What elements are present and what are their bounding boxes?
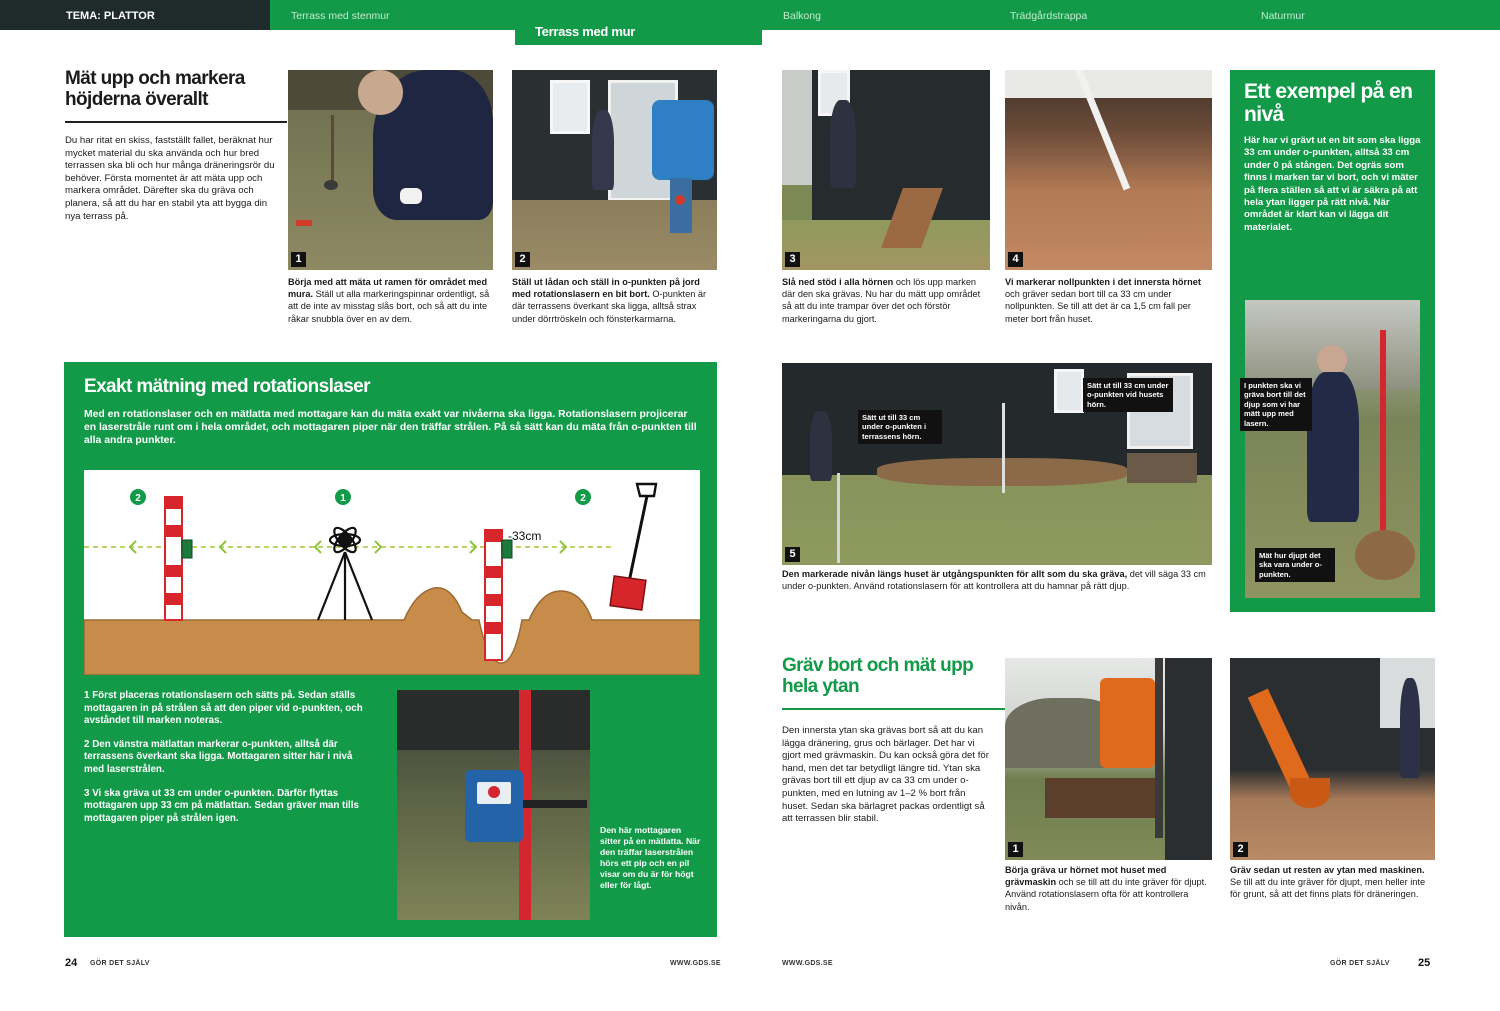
laser-step-text: Den vänstra mätlattan markerar o-punkten, alltså där terrassens överkant ska ligga. Mottagaren sitter här i nivå med laserstrålen. xyxy=(84,738,353,775)
laser-step-text: Först placeras rotationslasern och sätts på. Sedan ställs mottagaren in på strålen så att den piper vid o-punkten, och avståndet till marken noteras. xyxy=(84,690,363,727)
pole-stripe xyxy=(165,565,182,577)
shovel-handle xyxy=(629,496,647,582)
person-head xyxy=(1317,345,1347,375)
pole-stripe xyxy=(485,622,502,634)
laser-step-number: 2 xyxy=(84,738,90,750)
marking-stake xyxy=(837,473,840,563)
photo-callout-stake-corner: Sätt ut till 33 cm under o-punkten i terrassens hörn. xyxy=(858,410,942,444)
excavator-bucket xyxy=(1290,778,1330,808)
laser-step-number: 3 xyxy=(84,787,90,799)
example-level-box xyxy=(1230,70,1435,612)
marker-number: 1 xyxy=(340,493,346,504)
photo-stakes-along-house xyxy=(782,70,990,270)
dig-section-heading: Gräv bort och mät upp hela ytan xyxy=(782,655,974,697)
pole-stripe xyxy=(485,594,502,606)
rotation-laser-info-box xyxy=(64,362,717,937)
page-title-left: Mät upp och markera höjderna överallt xyxy=(65,68,245,110)
laser-steps-list xyxy=(84,690,366,836)
photo-marking-stake xyxy=(288,70,493,270)
tab-balkong: Balkong xyxy=(783,10,821,22)
diagram-svg xyxy=(84,470,700,675)
person-standing xyxy=(1400,678,1420,778)
laser-step-item xyxy=(84,690,366,728)
caption-text: och se till att du inte gräver för djupt. Använd rotationslasern ofta för att kontrollera nivån. xyxy=(1005,877,1207,912)
house-window xyxy=(550,80,590,134)
tab-tradgardstrappa: Trädgårdstrappa xyxy=(1010,10,1088,22)
laser-receiver-device xyxy=(465,770,523,842)
hammer-head xyxy=(324,180,338,190)
step-marker-center xyxy=(335,489,351,505)
photo-excavating-area xyxy=(1230,658,1435,860)
house-window xyxy=(1054,369,1084,413)
step-number-badge: 5 xyxy=(785,547,800,562)
laser-step-text: Vi ska gräva ut 33 cm under o-punkten. Därför flyttas mottagaren upp 33 cm på mätlattan. Sedan gräver man tills mottagaren piper på strålen igen. xyxy=(84,787,359,824)
page-number-left: 24 xyxy=(65,957,78,969)
laser-measurement-diagram xyxy=(84,470,700,675)
measuring-pole xyxy=(1380,330,1386,550)
step-number-badge: 1 xyxy=(1008,842,1023,857)
step-number-badge: 2 xyxy=(515,252,530,267)
laser-stand xyxy=(670,178,692,233)
downpipe xyxy=(1155,658,1163,838)
rotation-laser-tripod xyxy=(318,525,372,620)
laser-step-item xyxy=(84,739,366,777)
caption-lead: Ställ ut lådan och ställ in o-punkten på jord med rotationslasern en bit bort. xyxy=(512,277,700,300)
person-measuring xyxy=(810,411,832,481)
receiver-photo-caption: Den här mottagaren sitter på en mätlatta. När den träffar laserstrålen hörs ett pip och en pil visar om du är för högt eller för lågt. xyxy=(600,825,701,890)
pole-stripe xyxy=(485,566,502,578)
marker-number: 2 xyxy=(580,493,586,504)
laser-step-number: 1 xyxy=(84,690,90,701)
step-marker-left xyxy=(130,489,146,505)
excavated-pit xyxy=(1045,778,1155,818)
step-number-badge: 1 xyxy=(291,252,306,267)
house-wall xyxy=(1165,658,1212,860)
caption-lead: Gräv sedan ut resten av ytan med maskinen. xyxy=(1230,865,1425,875)
magazine-name-left: GÖR DET SJÄLV xyxy=(90,960,150,967)
dig-section-paragraph: Den innersta ytan ska grävas bort så att du kan lägga dränering, grus och bärlager. Det har vi gjort med grävmaskin. Du kan också göra det för hand, men det tar betydligt längre tid. Ytan ska grävas bort till ett djup av ca 33 cm under o-punkten, med en lutning av 1–2 % bort från huset. Sedan ska bärlagret packas ordentligt så att terrassen blir stabil. xyxy=(782,725,989,825)
tab-terrass-stenmur: Terrass med stenmur xyxy=(291,10,390,22)
caption-dig-step-1 xyxy=(1005,864,1212,913)
section-label: TEMA: PLATTOR xyxy=(0,0,270,30)
photo-zero-point-corner xyxy=(1005,70,1212,270)
caption-lead: Vi markerar nollpunkten i det innersta hörnet xyxy=(1005,277,1201,287)
photo-marked-level-along-house xyxy=(782,363,1212,565)
step-marker-right xyxy=(575,489,591,505)
person-standing xyxy=(1307,372,1359,522)
photo-rotation-laser-setup xyxy=(512,70,717,270)
excavator-cab xyxy=(1100,678,1155,768)
laser-step-item xyxy=(84,788,366,826)
rotation-laser-device xyxy=(652,100,714,180)
pole-stripe xyxy=(485,530,502,542)
caption-dig-step-2 xyxy=(1230,864,1435,901)
step-number-badge: 3 xyxy=(785,252,800,267)
work-glove xyxy=(400,188,422,204)
tab-active-terrass-med-mur: Terrass med mur xyxy=(515,16,762,45)
pole-stripe xyxy=(165,525,182,537)
dug-hole xyxy=(1355,530,1415,580)
photo-callout-house-corner: Sätt ut till 33 cm under o-punkten vid husets hörn. xyxy=(1083,378,1173,412)
step-number-badge: 4 xyxy=(1008,252,1023,267)
caption-text: det vill säga 33 cm under o-punkten. Använd rotationslasern för att kontrollera att du hamnar på rätt djup. xyxy=(782,569,1206,592)
photo-laser-receiver xyxy=(397,690,590,920)
example-box-title: Ett exempel på en nivå xyxy=(1244,80,1413,126)
marker-number: 2 xyxy=(135,493,141,504)
laser-head xyxy=(340,535,350,545)
measuring-pole-right xyxy=(485,530,512,660)
info-box-intro: Med en rotationslaser och en mätlatta med mottagare kan du mäta exakt var nivåerna ska ligga. Rotationslasern projicerar en laserstråle runt om i hela området, och mottagaren piper när den träffar strålen. På så sätt kan du mäta från o-punkten till alla andra punkter. xyxy=(84,409,697,446)
heading-rule xyxy=(65,121,287,123)
caption-text: O-punkten är där terrassens överkant ska ligga, alltså strax under dörrtröskeln och fönsterkarmarna. xyxy=(512,289,707,324)
house-sill xyxy=(1005,70,1212,98)
example-box-text: Här har vi grävt ut en bit som ska ligga 33 cm under o-punkten, alltså 33 cm under 0 på stången. Det ogräs som finns i marken tar vi bort, och vi mäter på flera ställen så att vi är säkra på att hela ytan ligger på rätt nivå. När området är klart kan vi lägga dit materialet. xyxy=(1244,135,1421,233)
laser-tripod xyxy=(1002,403,1005,493)
shovel xyxy=(610,484,656,610)
caption-lead: Börja med att mäta ut ramen för området med mura. xyxy=(288,277,488,300)
caption-step-3 xyxy=(782,276,990,325)
website-right: WWW.GDS.SE xyxy=(782,960,833,967)
caption-lead: Börja gräva ur hörnet mot huset med grävmaskin xyxy=(1005,865,1167,888)
caption-lead: Slå ned stöd i alla hörnen xyxy=(782,277,894,287)
intro-paragraph: Du har ritat en skiss, fastställt fallet, beräknat hur mycket material du ska använda och hur bred terrassen ska bli och hur många dräneringsrör du behöver. Första momentet är att mäta upp och markera området. Därefter ska du gräva och planera, så att du har en stabil yta att bygga din nya terrass på. xyxy=(65,135,275,222)
shovel-grip xyxy=(637,484,656,496)
step-number-badge: 2 xyxy=(1233,842,1248,857)
caption-text: och lös upp marken där den ska grävas. Nu har du mätt upp området så att du inte trampar över det och förstör markeringarna du gjort. xyxy=(782,277,981,324)
red-marker xyxy=(296,220,312,226)
receiver-indicator xyxy=(488,786,500,798)
person-standing xyxy=(592,110,614,190)
caption-step-2 xyxy=(512,276,717,325)
caption-text: Se till att du inte gräver för djupt, men heller inte för grunt, så att det finns plats för dräneringen. xyxy=(1230,877,1426,900)
caption-step-5 xyxy=(782,568,1212,592)
laser-receiver xyxy=(182,540,192,558)
example-callout-dig-point: I punkten ska vi gräva bort till det djup som vi har mätt upp med lasern. xyxy=(1240,378,1312,431)
pole-stripe xyxy=(165,593,182,605)
caption-step-1 xyxy=(288,276,493,325)
measuring-pole-left xyxy=(165,497,192,620)
garden-table xyxy=(1127,453,1197,483)
depth-offset-label: -33cm xyxy=(508,529,542,543)
page-number-right: 25 xyxy=(1418,957,1431,969)
info-box-title: Exakt mätning med rotationslaser xyxy=(84,376,370,397)
background-wall xyxy=(397,690,590,750)
tripod-leg xyxy=(345,552,372,620)
marking-stake xyxy=(331,115,334,185)
caption-step-4 xyxy=(1005,276,1212,325)
pole-stripe xyxy=(165,497,182,509)
photo-excavator-corner xyxy=(1005,658,1212,860)
example-callout-depth: Mät hur djupt det ska vara under o-punkten. xyxy=(1255,548,1335,582)
shovel-blade xyxy=(610,576,646,610)
person-bending xyxy=(830,100,856,188)
caption-text: Ställ ut alla markeringspinnar ordentligt, så att de inte av misstag slås bort, och så att du inte råkar snubbla över en av dem. xyxy=(288,289,490,324)
website-left: WWW.GDS.SE xyxy=(670,960,721,967)
tab-naturmur: Naturmur xyxy=(1261,10,1305,22)
caption-lead: Den markerade nivån längs huset är utgångspunkten för allt som du ska gräva, xyxy=(782,569,1128,579)
magazine-name-right: GÖR DET SJÄLV xyxy=(1330,960,1390,967)
tripod-leg xyxy=(318,552,345,620)
caption-text: och gräver sedan bort till ca 33 cm under nollpunkten. Se till att det är ca 1,5 cm fall per meter bort från huset. xyxy=(1005,289,1191,324)
laser-light xyxy=(675,195,685,205)
heading-rule xyxy=(782,708,1005,710)
person-head xyxy=(358,70,403,115)
